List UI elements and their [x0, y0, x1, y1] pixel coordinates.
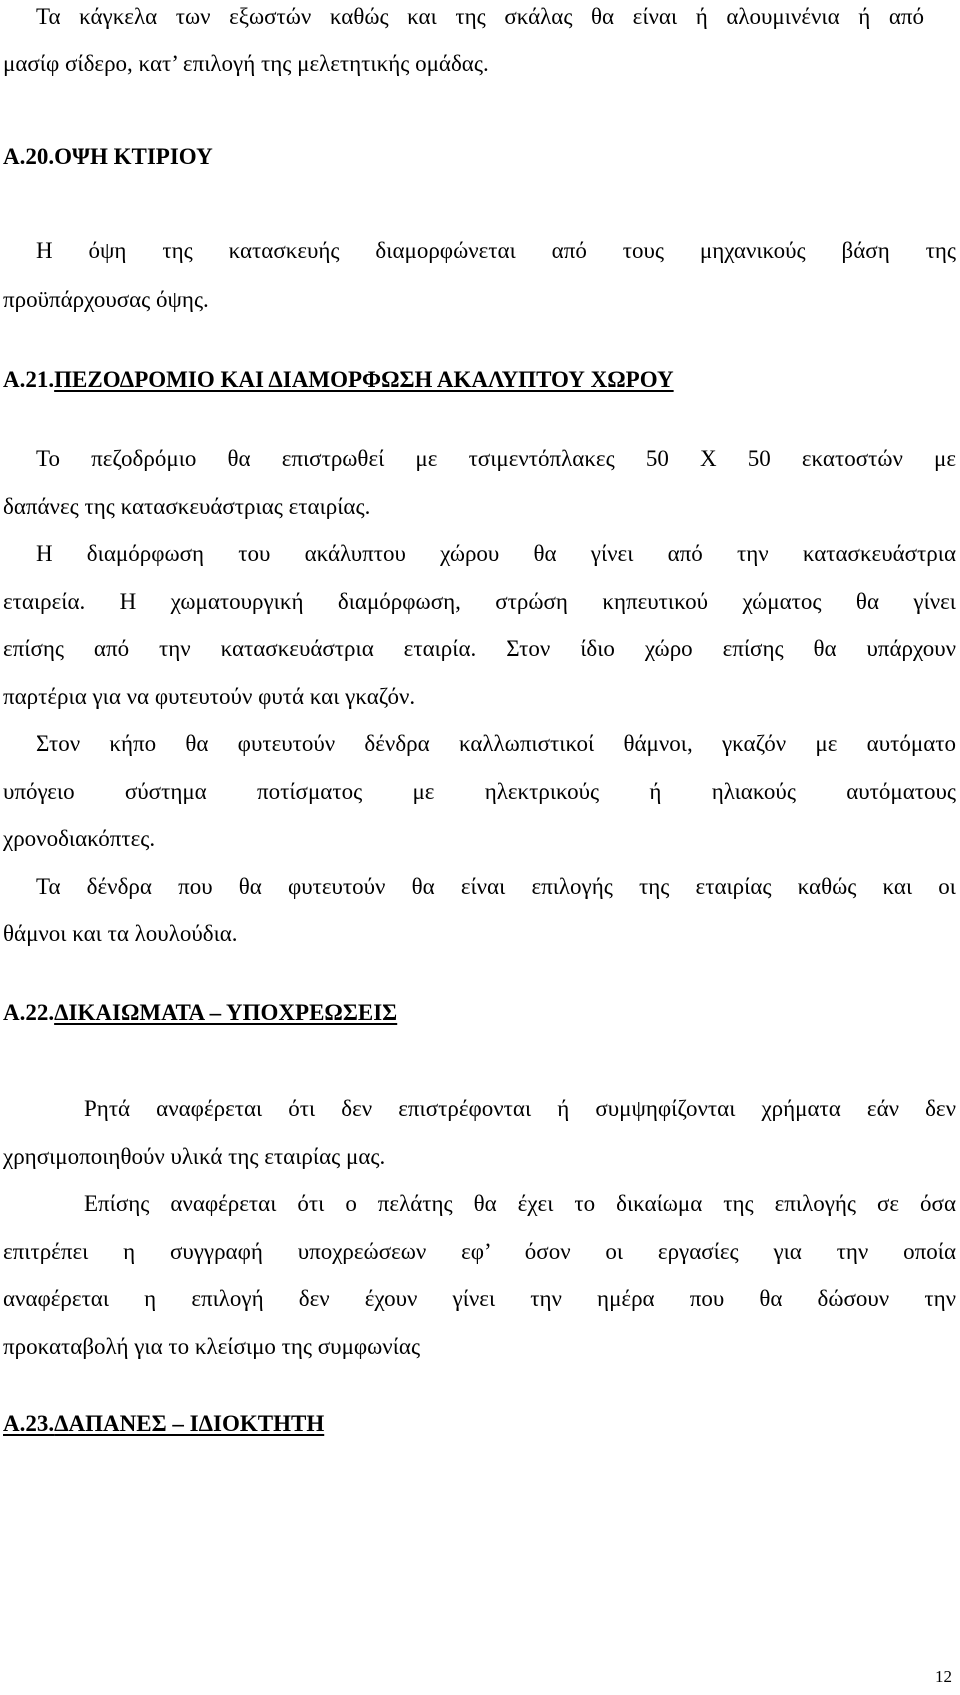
section-a21-p4-line-1: Τα δένδρα που θα φυτευτούν θα είναι επιλογής της εταιρίας καθώς και οι [36, 874, 956, 899]
section-a21-heading [3, 365, 960, 395]
section-a20-title: ΟΨΗ ΚΤΙΡΙΟΥ [54, 144, 213, 169]
section-a22-p2-line-2: επιτρέπει η συγγραφή υποχρεώσεων εφ’ όσον οι εργασίες για την οποία [3, 1239, 956, 1264]
section-a22-p1-line-2: χρησιμοποιηθούν υλικά της εταιρίας μας. [3, 1144, 386, 1169]
section-a21-p1-line-2: δαπάνες της κατασκευάστριας εταιρίας. [3, 494, 371, 519]
section-a23-number: Α.23. [3, 1411, 55, 1436]
section-a21-p3-line-2: υπόγειο σύστημα ποτίσματος με ηλεκτρικούς ή ηλιακούς αυτόματους [3, 779, 956, 804]
section-a22-p1-line-1: Ρητά αναφέρεται ότι δεν επιστρέφονται ή συμψηφίζονται χρήματα εάν δεν [84, 1096, 956, 1121]
section-a21-number: Α.21. [3, 367, 55, 392]
section-a21-p4-line-2: θάμνοι και τα λουλούδια. [3, 921, 238, 946]
section-a22-number: Α.22. [3, 1000, 55, 1025]
section-a23-heading [3, 1409, 960, 1439]
section-a23-title: ΔΑΠΑΝΕΣ – ΙΔΙΟΚΤΗΤΗ [54, 1411, 325, 1436]
section-a21-p1-line-1: Το πεζοδρόμιο θα επιστρωθεί με τσιμεντόπλακες 50 Χ 50 εκατοστών με [36, 446, 956, 471]
section-a20-p1-line-1: Η όψη της κατασκευής διαμορφώνεται από τους μηχανικούς βάση της [36, 238, 956, 263]
section-a22-p2-line-3: αναφέρεται η επιλογή δεν έχουν γίνει την ημέρα που θα δώσουν την [3, 1286, 956, 1311]
page-number: 12 [935, 1667, 952, 1686]
section-a21-p2-line-4: παρτέρια για να φυτευτούν φυτά και γκαζόν. [3, 684, 416, 709]
section-a21-title: ΠΕΖΟΔΡΟΜΙΟ ΚΑΙ ΔΙΑΜΟΡΦΩΣΗ ΑΚΑΛΥΠΤΟΥ ΧΩΡΟΥ [54, 367, 674, 392]
section-a22-p2-line-1: Επίσης αναφέρεται ότι ο πελάτης θα έχει το δικαίωμα της επιλογής σε όσα [84, 1191, 956, 1216]
section-a20-number: Α.20. [3, 144, 55, 169]
section-a21-p3-line-1: Στον κήπο θα φυτευτούν δένδρα καλλωπιστικοί θάμνοι, γκαζόν με αυτόματο [36, 731, 956, 756]
section-a22-p2-line-4: προκαταβολή για το κλείσιμο της συμφωνίας [3, 1334, 421, 1359]
section-a21-p2-line-2: εταιρεία. Η χωματουργική διαμόρφωση, στρώση κηπευτικού χώματος θα γίνει [3, 589, 956, 614]
section-a21-p2-line-1: Η διαμόρφωση του ακάλυπτου χώρου θα γίνει από την κατασκευάστρια [36, 541, 956, 566]
section-a20-heading [3, 142, 960, 172]
section-a20-p1-line-2: προϋπάρχουσας όψης. [3, 287, 209, 312]
section-a22-heading [3, 998, 960, 1028]
section-a21-p2-line-3: επίσης από την κατασκευάστρια εταιρία. Στον ίδιο χώρο επίσης θα υπάρχουν [3, 636, 956, 661]
intro-line-2: μασίφ σίδερο, κατ’ επιλογή της μελετητικής ομάδας. [3, 51, 489, 76]
section-a21-p3-line-3: χρονοδιακόπτες. [3, 826, 156, 851]
intro-line-1: Τα κάγκελα των εξωστών καθώς και της σκάλας θα είναι ή αλουμινένια ή από [36, 4, 924, 29]
section-a22-title: ΔΙΚΑΙΩΜΑΤΑ – ΥΠΟΧΡΕΩΣΕΙΣ [54, 1000, 398, 1025]
